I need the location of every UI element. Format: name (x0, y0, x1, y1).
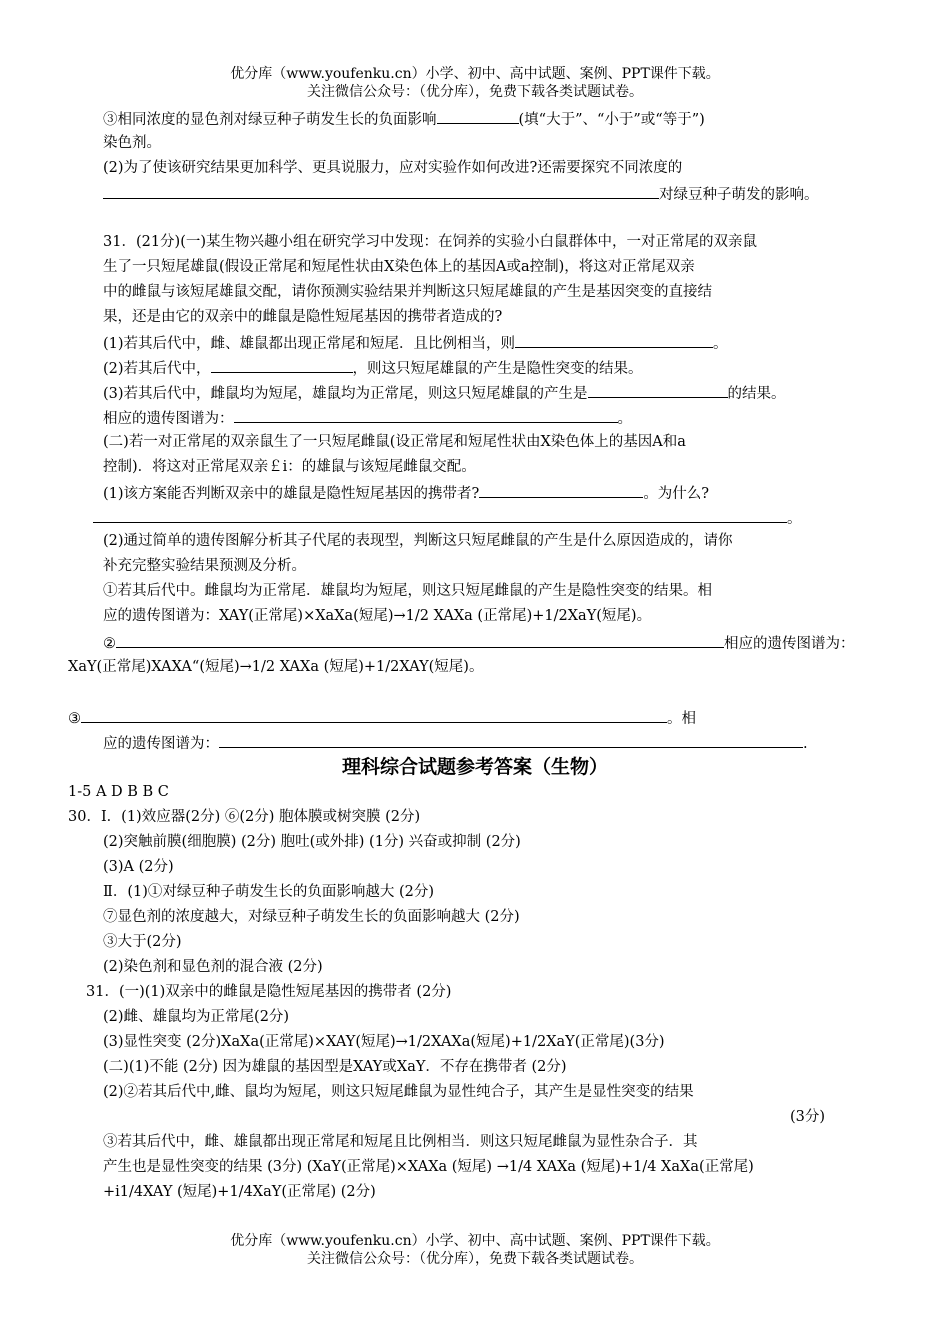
answer-line: 1-5 A D B B C (68, 784, 169, 800)
header-line-1: 优分库（www.youfenku.cn）小学、初中、高中试题、案例、PPT课件下载。 (230, 66, 720, 82)
answer-line: (二)(1)不能 (2分) 因为雄鼠的基因型是XAY或XaY．不存在携带者 (2分) (103, 1059, 567, 1075)
answer-line: +i1/4XAY (短尾)+1/4XaY(正常尾) (2分) (103, 1184, 376, 1200)
q31-l17 (103, 633, 855, 653)
answers-title: 理科综合试题参考答案（生物） (341, 756, 608, 778)
q31-l11 (103, 483, 709, 503)
q31-l14: 补充完整实验结果预测及分析。 (103, 558, 306, 574)
q30-p4: (2)为了使该研究结果更加科学、更具说服力，应对实验作如何改进?还需要探究不同浓度的 (103, 160, 683, 176)
q31-l4: 果，还是由它的双亲中的雌鼠是隐性短尾基因的携带者造成的? (103, 309, 503, 325)
answer-line: (2)②若其后代中,雌、鼠均为短尾，则这只短尾雌鼠为显性纯合子，其产生是显性突变的结果 (103, 1084, 694, 1100)
answer-score: (3分) (790, 1109, 826, 1125)
q31-l19 (68, 708, 696, 728)
q31-l11-text: (1)该方案能否判断双亲中的雄鼠是隐性短尾基因的携带者? (103, 486, 480, 502)
answer-line: 30．I．(1)效应器(2分) ⑥(2分) 胞体膜或树突膜 (2分) (68, 809, 421, 825)
q31-l5-text: (1)若其后代中，雌、雄鼠都出现正常尾和短尾．且比例相当，则 (103, 336, 516, 352)
q31-l3: 中的雌鼠与该短尾雄鼠交配，请你预测实验结果并判断这只短尾雄鼠的产生是基因突变的直接结 (103, 284, 712, 300)
q30-p5 (103, 184, 819, 204)
blank-line[interactable] (437, 109, 519, 124)
q31-l16: 应的遗传图谱为：XAY(正常尾)×XaXa(短尾)→1/2 XAXa (正常尾)+1/2XaY(短尾)。 (103, 608, 652, 624)
q30-p3-cont: 染色剂。 (103, 135, 161, 151)
blank-line[interactable] (219, 733, 803, 748)
q31-l20-end: . (803, 736, 808, 752)
blank-line[interactable] (103, 184, 659, 199)
q31-l8-end: 。 (617, 411, 632, 427)
q31-l7-end: 的结果。 (727, 386, 786, 402)
q31-l13: (2)通过简单的遗传图解分析其子代尾的表现型，判断这只短尾雌鼠的产生是什么原因造成的，请你 (103, 533, 733, 549)
blank-line[interactable] (211, 358, 353, 373)
answer-line: 31．(一)(1)双亲中的雌鼠是隐性短尾基因的携带者 (2分) (86, 984, 452, 1000)
footer-line-2: 关注微信公众号：（优分库），免费下载各类试题试卷。 (307, 1251, 643, 1267)
q31-l12-end: 。 (787, 511, 802, 527)
blank-line[interactable] (81, 708, 667, 723)
q31-l19-mark: ③ (68, 711, 81, 727)
q30-p3 (103, 109, 705, 129)
q31-l9: (二)若一对正常尾的双亲鼠生了一只短尾雌鼠(设正常尾和短尾性状由X染色体上的基因A和a (103, 434, 686, 450)
q31-l20-text: 应的遗传图谱为： (103, 736, 219, 752)
blank-line[interactable] (116, 633, 724, 648)
footer-line-1: 优分库（www.youfenku.cn）小学、初中、高中试题、案例、PPT课件下载。 (230, 1233, 720, 1249)
q31-l7-text: (3)若其后代中，雌鼠均为短尾，雄鼠均为正常尾，则这只短尾雄鼠的产生是 (103, 386, 588, 402)
q31-l15: ①若其后代中。雌鼠均为正常尾．雄鼠均为短尾，则这只短尾雌鼠的产生是隐性突变的结果。相 (103, 583, 712, 599)
header-line-2: 关注微信公众号：（优分库），免费下载各类试题试卷。 (307, 84, 643, 100)
q31-l20 (103, 733, 808, 753)
q31-l5 (103, 333, 728, 353)
q31-l11-end: 。为什么? (643, 486, 710, 502)
answer-line: (3)显性突变 (2分)XaXa(正常尾)×XAY(短尾)→1/2XAXa(短尾)+1/2XaY(正常尾)(3分) (103, 1034, 665, 1050)
answer-line: (3)A (2分) (103, 859, 174, 875)
q31-l17-end: 相应的遗传图谱为： (724, 636, 855, 652)
blank-line[interactable] (234, 408, 618, 423)
blank-line[interactable] (479, 483, 643, 498)
blank-line[interactable] (588, 383, 728, 398)
q31-l6-text: (2)若其后代中， (103, 361, 211, 377)
q31-l6 (103, 358, 643, 378)
q30-p5-text: 对绿豆种子萌发的影响。 (659, 187, 819, 203)
q31-l8-text: 相应的遗传图谱为： (103, 411, 234, 427)
answer-line: ③大于(2分) (103, 934, 182, 950)
q31-l5-end: 。 (713, 336, 728, 352)
q31-l17-mark: ② (103, 636, 116, 652)
q31-l8 (103, 408, 632, 428)
answer-line: 产生也是显性突变的结果 (3分) (XaY(正常尾)×XAXa (短尾) →1/4 XAXa (短尾)+1/4 XaXa(正常尾) (103, 1159, 754, 1175)
answer-line: (2)雌、雄鼠均为正常尾(2分) (103, 1009, 290, 1025)
q30-p3-text: ③相同浓度的显色剂对绿豆种子萌发生长的负面影响 (103, 112, 437, 128)
q31-l7 (103, 383, 786, 403)
answer-line: Ⅱ．(1)①对绿豆种子萌发生长的负面影响越大 (2分) (103, 884, 435, 900)
q31-l18: XaY(正常尾)XAXA“(短尾)→1/2 XAXa (短尾)+1/2XAY(短尾)。 (68, 659, 484, 675)
answer-line: (2)突触前膜(细胞膜) (2分) 胞吐(或外排) (1分) 兴奋或抑制 (2分) (103, 834, 521, 850)
blank-line[interactable] (93, 508, 787, 523)
q31-l6-end: ，则这只短尾雄鼠的产生是隐性突变的结果。 (352, 361, 643, 377)
blank-line[interactable] (515, 333, 713, 348)
q31-l19-end: 。相 (667, 711, 696, 727)
answer-line: ⑦显色剂的浓度越大，对绿豆种子萌发生长的负面影响越大 (2分) (103, 909, 520, 925)
q31-l1: 31．(21分)(一)某生物兴趣小组在研究学习中发现：在饲养的实验小白鼠群体中，一对正常尾的双亲鼠 (103, 234, 758, 250)
answer-line: ③若其后代中，雌、雄鼠都出现正常尾和短尾且比例相当．则这只短尾雌鼠为显性杂合子．其 (103, 1134, 698, 1150)
q31-l12 (93, 508, 802, 528)
q31-l10: 控制)．将这对正常尾双亲￡i：的雄鼠与该短尾雌鼠交配。 (103, 459, 476, 475)
q30-p3-hint: (填“大于”、“小于”或“等于”) (518, 112, 705, 128)
q31-l2: 生了一只短尾雄鼠(假设正常尾和短尾性状由X染色体上的基因A或a控制)，将这对正常尾双亲 (103, 259, 695, 275)
answer-line: (2)染色剂和显色剂的混合液 (2分) (103, 959, 323, 975)
